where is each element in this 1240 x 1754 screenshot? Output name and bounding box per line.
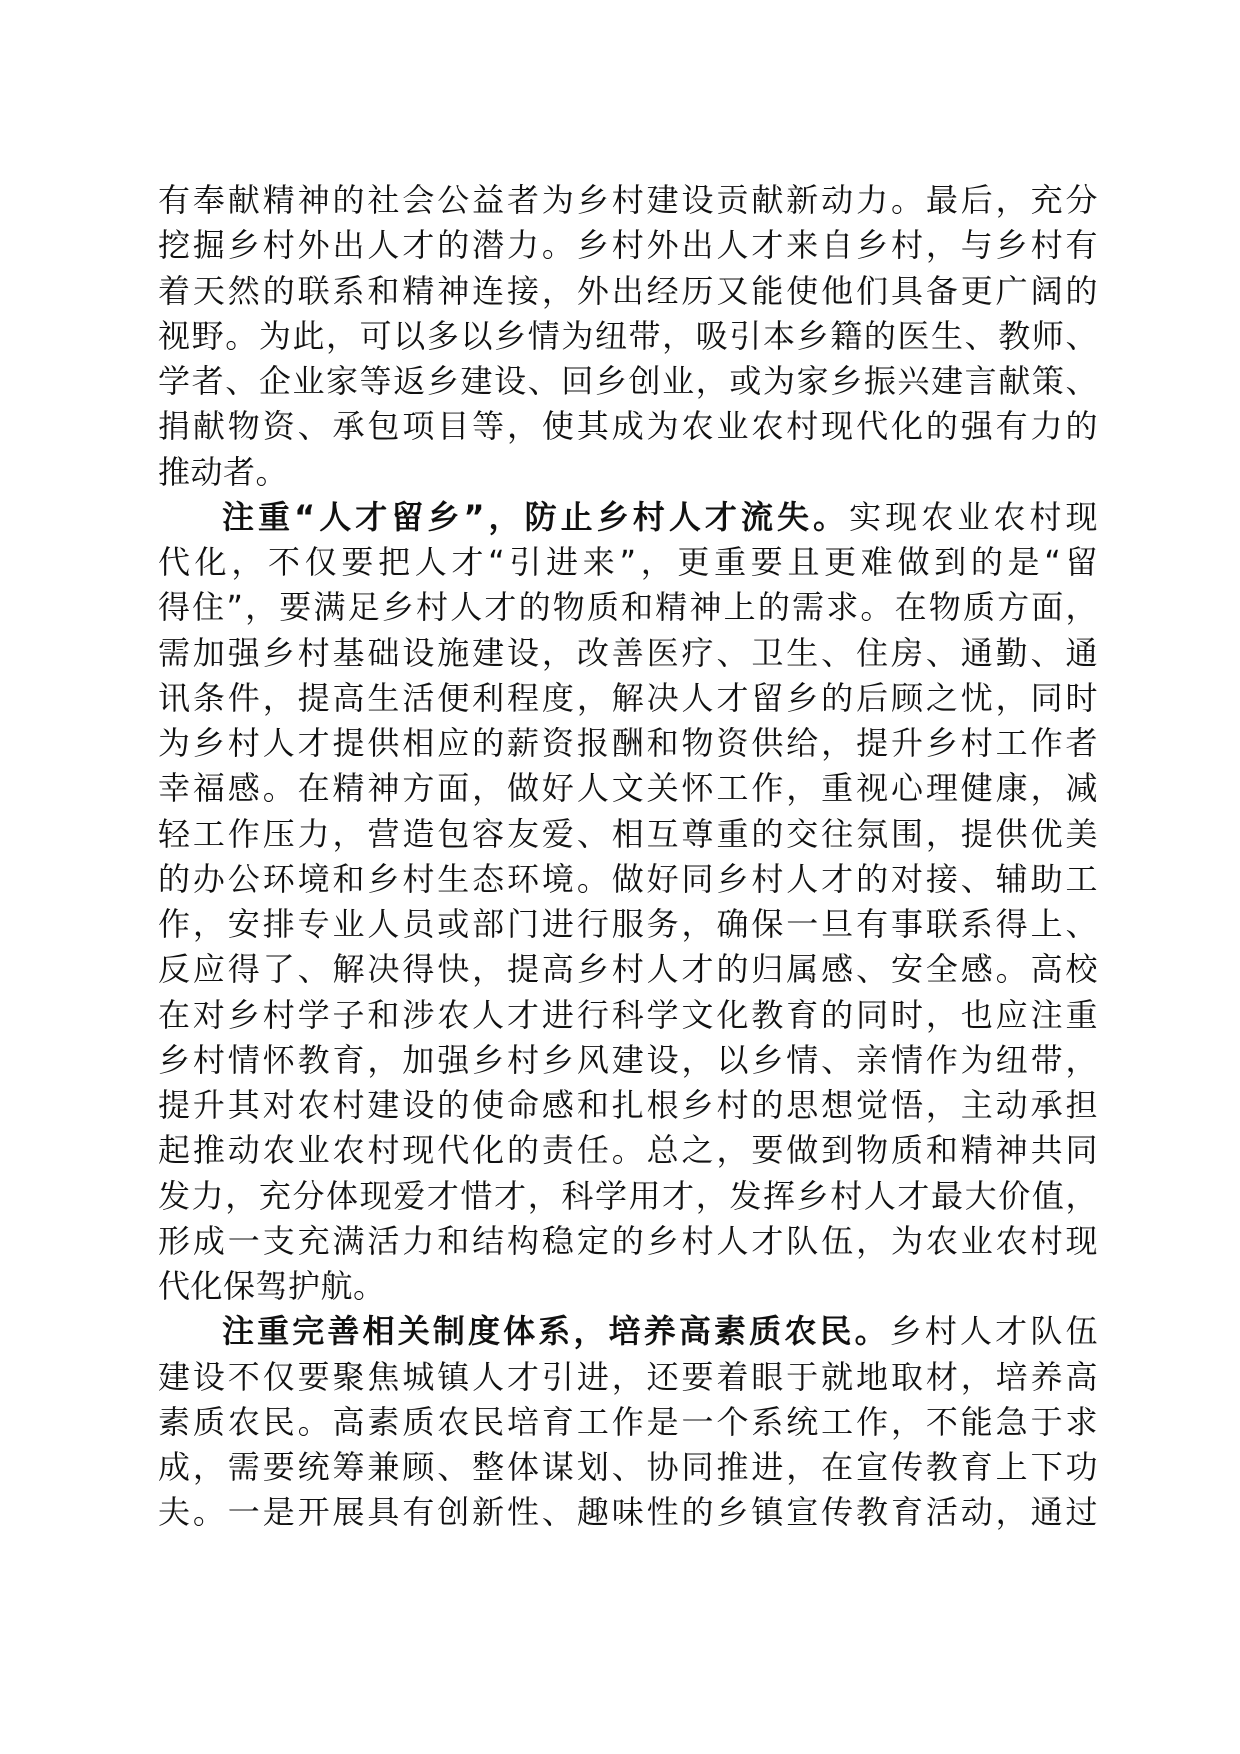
text-line: 捐献物资、承包项目等，使其成为农业农村现代化的强有力的 <box>158 407 1098 446</box>
text-line: 提升其对农村建设的使命感和扎根乡村的思想觉悟，主动承担 <box>158 1086 1098 1124</box>
text-run: 实现农业农村现 <box>849 497 1098 536</box>
text-line: 学者、企业家等返乡建设、回乡创业，或为家乡振兴建言献策、 <box>158 362 1098 400</box>
text-line: 反应得了、解决得快，提高乡村人才的归属感、安全感。高校 <box>158 950 1098 989</box>
paragraph-2 <box>158 495 1098 1310</box>
paragraph-heading: 注重完善相关制度体系，培养高素质农民。 <box>222 1312 890 1351</box>
text-line: 建设不仅要聚焦城镇人才引进，还要着眼于就地取材，培养高 <box>158 1357 1098 1396</box>
text-line: 乡村情怀教育，加强乡村乡风建设，以乡情、亲情作为纽带， <box>158 1040 1098 1079</box>
body-text <box>158 178 1098 1536</box>
paragraph-3 <box>158 1309 1098 1535</box>
text-line: 代化，不仅要把人才“引进来”，更重要且更难做到的是“留 <box>158 543 1098 581</box>
text-line: 代化保驾护航。 <box>158 1267 386 1305</box>
text-line: 有奉献精神的社会公益者为乡村建设贡献新动力。最后，充分 <box>158 181 1098 219</box>
text-line: 轻工作压力，营造包容友爱、相互尊重的交往氛围，提供优美 <box>158 814 1098 853</box>
text-line-first <box>158 495 1098 540</box>
text-line: 成，需要统筹兼顾、整体谋划、协同推进，在宣传教育上下功 <box>158 1448 1098 1486</box>
text-line: 讯条件，提高生活便利程度，解决人才留乡的后顾之忧，同时 <box>158 678 1098 717</box>
text-line: 着天然的联系和精神连接，外出经历又能使他们具备更广阔的 <box>158 271 1098 310</box>
text-line: 幸福感。在精神方面，做好人文关怀工作，重视心理健康，减 <box>158 769 1098 808</box>
text-line: 作，安排专业人员或部门进行服务，确保一旦有事联系得上、 <box>158 905 1098 943</box>
text-line: 在对乡村学子和涉农人才进行科学文化教育的同时，也应注重 <box>158 995 1098 1034</box>
text-line: 得住”，要满足乡村人才的物质和精神上的需求。在物质方面， <box>158 588 1098 627</box>
text-line: 挖掘乡村外出人才的潜力。乡村外出人才来自乡村，与乡村有 <box>158 226 1098 265</box>
text-line: 发力，充分体现爱才惜才，科学用才，发挥乡村人才最大价值， <box>158 1176 1098 1215</box>
text-line: 起推动农业农村现代化的责任。总之，要做到物质和精神共同 <box>158 1131 1098 1170</box>
text-line: 形成一支充满活力和结构稳定的乡村人才队伍，为农业农村现 <box>158 1221 1098 1260</box>
paragraph-1 <box>158 178 1098 495</box>
text-line: 视野。为此，可以多以乡情为纽带，吸引本乡籍的医生、教师、 <box>158 316 1098 355</box>
text-run: 乡村人才队伍 <box>889 1312 1098 1351</box>
text-line: 需加强乡村基础设施建设，改善医疗、卫生、住房、通勤、通 <box>158 633 1098 672</box>
text-line: 的办公环境和乡村生态环境。做好同乡村人才的对接、辅助工 <box>158 859 1098 898</box>
text-line: 夫。一是开展具有创新性、趣味性的乡镇宣传教育活动，通过 <box>158 1493 1098 1532</box>
text-line: 为乡村人才提供相应的薪资报酬和物资供给，提升乡村工作者 <box>158 724 1098 762</box>
text-line-first <box>158 1309 1098 1354</box>
text-line: 推动者。 <box>158 452 289 491</box>
text-line: 素质农民。高素质农民培育工作是一个系统工作，不能急于求 <box>158 1402 1098 1441</box>
paragraph-heading: 注重“人才留乡”，防止乡村人才流失。 <box>222 497 850 536</box>
